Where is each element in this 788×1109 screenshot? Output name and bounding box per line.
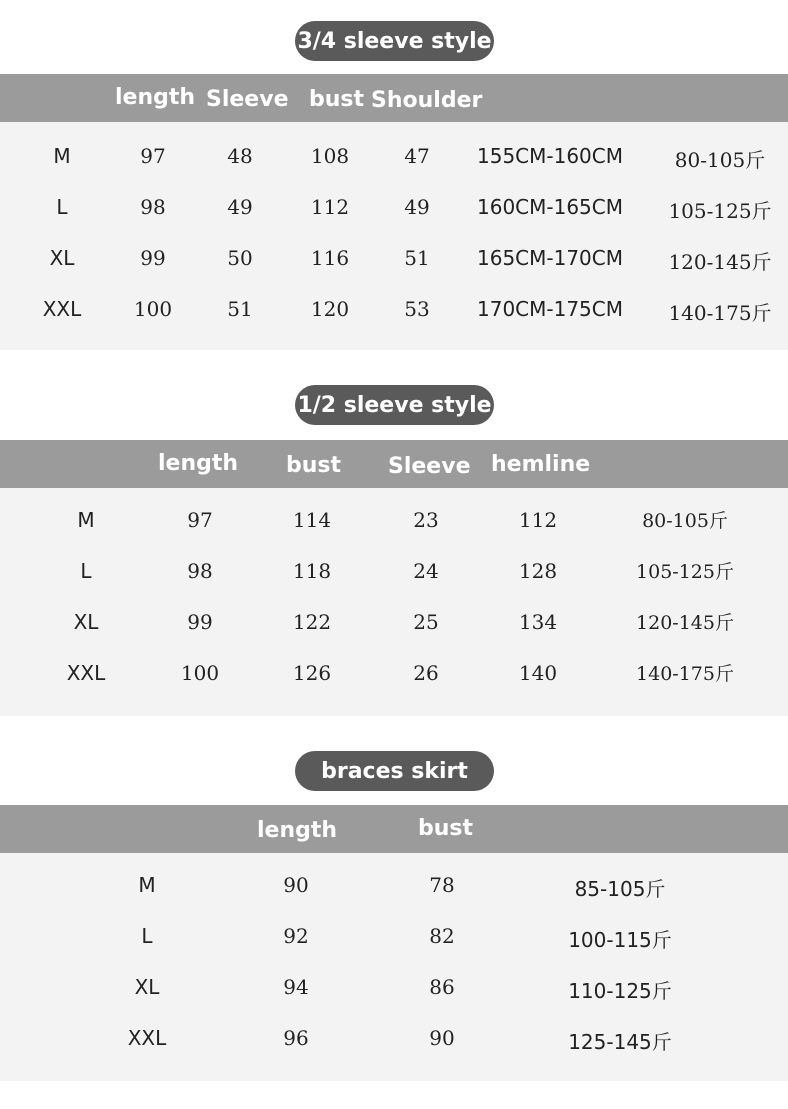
cell-weight: 80-105斤 xyxy=(674,148,766,172)
cell-length: 94 xyxy=(283,975,309,999)
cell-size: L xyxy=(80,559,92,583)
cell-bust: 114 xyxy=(292,508,332,532)
cell-shoulder: 49 xyxy=(404,195,430,219)
cell-length: 99 xyxy=(187,610,213,634)
header-sleeve: Sleeve xyxy=(388,454,471,479)
header-bust: bust xyxy=(418,816,474,841)
cell-weight: 140-175斤 xyxy=(668,301,772,325)
section-title-1-2-sleeve: 1/2 sleeve style xyxy=(295,385,494,425)
cell-weight: 140-175斤 xyxy=(636,663,734,685)
cell-size: XXL xyxy=(127,1026,167,1050)
table-header-braces-skirt xyxy=(0,805,788,853)
cell-sleeve: 25 xyxy=(413,610,439,634)
table-body-3-4-sleeve xyxy=(0,122,788,350)
cell-sleeve: 51 xyxy=(227,297,253,321)
cell-size: L xyxy=(56,195,68,219)
cell-height: 160CM-165CM xyxy=(476,195,624,219)
cell-bust: 90 xyxy=(429,1026,455,1050)
cell-weight: 105-125斤 xyxy=(668,199,772,223)
cell-weight: 120-145斤 xyxy=(636,612,734,634)
cell-height: 170CM-175CM xyxy=(476,297,624,321)
cell-length: 99 xyxy=(140,246,166,270)
cell-length: 97 xyxy=(140,144,166,168)
cell-sleeve: 50 xyxy=(227,246,253,270)
cell-length: 98 xyxy=(140,195,166,219)
cell-bust: 82 xyxy=(429,924,455,948)
header-bust: bust xyxy=(309,87,365,112)
cell-length: 92 xyxy=(283,924,309,948)
table-body-braces-skirt xyxy=(0,853,788,1081)
cell-hemline: 140 xyxy=(518,661,558,685)
cell-bust: 116 xyxy=(310,246,350,270)
cell-bust: 112 xyxy=(310,195,350,219)
cell-weight: 125-145斤 xyxy=(568,1030,672,1054)
cell-size: M xyxy=(77,508,95,532)
cell-length: 100 xyxy=(180,661,220,685)
cell-weight: 110-125斤 xyxy=(568,979,672,1003)
header-bust: bust xyxy=(286,453,342,478)
cell-bust: 126 xyxy=(292,661,332,685)
cell-weight: 120-145斤 xyxy=(668,250,772,274)
cell-weight: 105-125斤 xyxy=(636,561,734,583)
cell-length: 96 xyxy=(283,1026,309,1050)
cell-length: 90 xyxy=(283,873,309,897)
table-header-3-4-sleeve xyxy=(0,74,788,122)
cell-size: XL xyxy=(49,246,75,270)
cell-sleeve: 48 xyxy=(227,144,253,168)
header-length: length xyxy=(158,451,239,476)
cell-size: XXL xyxy=(42,297,82,321)
header-length: length xyxy=(115,85,196,110)
cell-size: M xyxy=(53,144,71,168)
cell-hemline: 134 xyxy=(518,610,558,634)
table-body-1-2-sleeve xyxy=(0,488,788,716)
cell-bust: 118 xyxy=(292,559,332,583)
cell-length: 100 xyxy=(133,297,173,321)
cell-bust: 120 xyxy=(310,297,350,321)
cell-length: 98 xyxy=(187,559,213,583)
cell-sleeve: 26 xyxy=(413,661,439,685)
section-title-braces-skirt: braces skirt xyxy=(295,751,494,791)
cell-size: L xyxy=(141,924,153,948)
cell-sleeve: 49 xyxy=(227,195,253,219)
cell-size: XL xyxy=(73,610,99,634)
cell-size: XL xyxy=(134,975,160,999)
cell-shoulder: 47 xyxy=(404,144,430,168)
cell-height: 155CM-160CM xyxy=(476,144,624,168)
table-header-1-2-sleeve xyxy=(0,440,788,488)
cell-bust: 122 xyxy=(292,610,332,634)
cell-length: 97 xyxy=(187,508,213,532)
cell-bust: 108 xyxy=(310,144,350,168)
cell-bust: 86 xyxy=(429,975,455,999)
header-hemline: hemline xyxy=(491,452,591,477)
cell-shoulder: 51 xyxy=(404,246,430,270)
cell-sleeve: 24 xyxy=(413,559,439,583)
cell-weight: 80-105斤 xyxy=(642,510,728,532)
cell-height: 165CM-170CM xyxy=(476,246,624,270)
header-length: length xyxy=(257,818,338,843)
cell-shoulder: 53 xyxy=(404,297,430,321)
cell-hemline: 112 xyxy=(518,508,558,532)
cell-hemline: 128 xyxy=(518,559,558,583)
header-sleeve: Sleeve xyxy=(206,87,289,112)
cell-bust: 78 xyxy=(429,873,455,897)
header-shoulder: Shoulder xyxy=(371,88,483,113)
cell-size: XXL xyxy=(66,661,106,685)
cell-weight: 100-115斤 xyxy=(568,928,672,952)
cell-sleeve: 23 xyxy=(413,508,439,532)
cell-size: M xyxy=(138,873,156,897)
cell-weight: 85-105斤 xyxy=(574,877,666,901)
section-title-3-4-sleeve: 3/4 sleeve style xyxy=(295,21,494,61)
